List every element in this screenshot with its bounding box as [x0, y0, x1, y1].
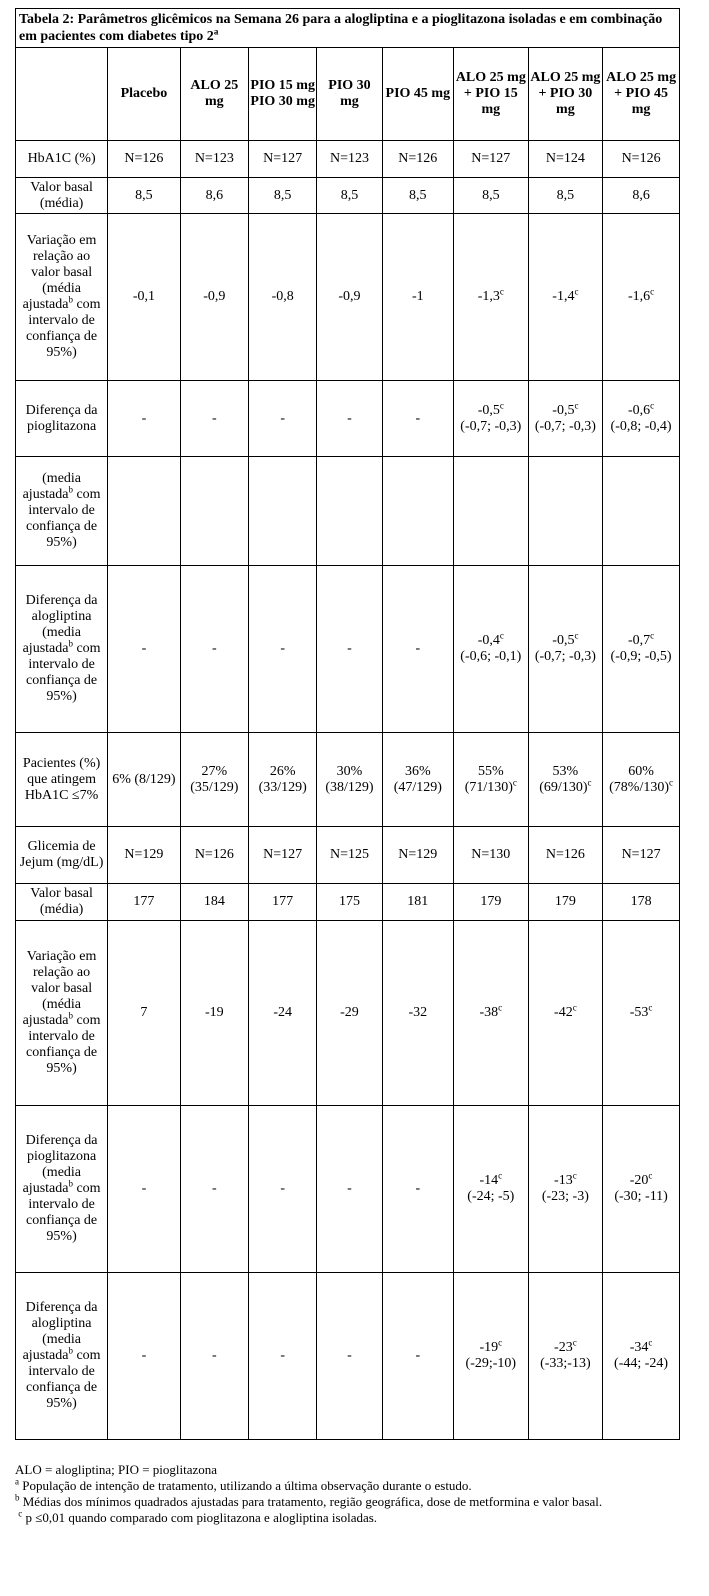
table-cell: 177: [249, 884, 317, 921]
table-cell: 55% $(71/130)^c$: [454, 733, 529, 827]
table-cell: -: [249, 566, 317, 733]
table-cell: -: [180, 1106, 248, 1273]
table-cell: -29: [317, 921, 382, 1106]
table-cell: -: [108, 1106, 180, 1273]
table-caption-text: Tabela 2: Parâmetros glicêmicos na Semana 26 para a alogliptina e a pioglitazona isoladas e em combinação em pacientes com diabetes tipo 2: [19, 12, 663, 44]
table-cell: -0,9: [317, 214, 382, 381]
row-label: Valor basal (média): [16, 178, 108, 214]
table-cell: -0,5$^c$ (-0,7; -0,3): [454, 381, 529, 457]
row-label: Valor basal (média): [16, 884, 108, 921]
table-cell: -23$^c$ (-33;-13): [528, 1273, 603, 1440]
table-cell: N=127: [454, 141, 529, 178]
table-cell: -0,4$^c$ (-0,6; -0,1): [454, 566, 529, 733]
row-label: Glicemia de Jejum (mg/dL): [16, 827, 108, 884]
table-cell: -: [249, 1273, 317, 1440]
table-cell: -34$^c$ (-44; -24): [603, 1273, 680, 1440]
footnote-a: $^a$ População de intenção de tratamento, utilizando a última observação durante o estudo.: [15, 1476, 472, 1493]
column-header: ALO 25 mg + PIO 45 mg: [603, 48, 680, 141]
row-label: Variação em relação ao valor basal (média ajustada$^b$ com intervalo de confiança de 95%): [16, 921, 108, 1106]
row-label: HbA1C (%): [16, 141, 108, 178]
table-cell: N=129: [382, 827, 453, 884]
table-cell: -13$^c$ (-23; -3): [528, 1106, 603, 1273]
table-cell: 177: [108, 884, 180, 921]
table-row: [16, 566, 680, 733]
table-cell: N=124: [528, 141, 603, 178]
table-cell: -: [180, 566, 248, 733]
table-cell: -19: [180, 921, 248, 1106]
table-cell: 60% $(78\%/130)^c$: [603, 733, 680, 827]
table-cell: 184: [180, 884, 248, 921]
table-cell: -0,5$^c$ (-0,7; -0,3): [528, 381, 603, 457]
table-cell: 8,5: [382, 178, 453, 214]
table-cell: -32: [382, 921, 453, 1106]
table-row: [16, 178, 680, 214]
table-cell: 26% (33/129): [249, 733, 317, 827]
row-label: Variação em relação ao valor basal (média ajustada$^b$ com intervalo de confiança de 95%): [16, 214, 108, 381]
table-cell: N=127: [249, 141, 317, 178]
table-cell: 175: [317, 884, 382, 921]
table-cell: N=130: [454, 827, 529, 884]
row-label: Diferença da alogliptina (media ajustada$^b$ com intervalo de confiança de 95%): [16, 566, 108, 733]
table-cell: -: [317, 381, 382, 457]
column-header: PIO 30 mg: [317, 48, 382, 141]
table-cell: 179: [528, 884, 603, 921]
table-row: [16, 141, 680, 178]
table-cell: 8,5: [317, 178, 382, 214]
table-cell: -0,7$^c$ (-0,9; -0,5): [603, 566, 680, 733]
table-cell: -38$^c$: [454, 921, 529, 1106]
table-cell: 27% (35/129): [180, 733, 248, 827]
column-header-row: [16, 48, 680, 141]
table-row: [16, 884, 680, 921]
table-footnotes: [15, 1462, 680, 1526]
table-cell: [603, 457, 680, 566]
table-cell: 178: [603, 884, 680, 921]
table-cell: [108, 457, 180, 566]
table-row: [16, 1273, 680, 1440]
table-cell: -: [108, 1273, 180, 1440]
footnote-abbrev: ALO = alogliptina; PIO = pioglitazona: [15, 1462, 218, 1477]
table-row: [16, 457, 680, 566]
table-cell: N=125: [317, 827, 382, 884]
table-cell: -: [108, 381, 180, 457]
table-cell: 8,5: [454, 178, 529, 214]
table-cell: -20$^c$ (-30; -11): [603, 1106, 680, 1273]
table-cell: -: [249, 381, 317, 457]
table-cell: N=126: [603, 141, 680, 178]
table-cell: N=123: [317, 141, 382, 178]
column-header: PIO 45 mg: [382, 48, 453, 141]
table-cell: 8,5: [528, 178, 603, 214]
table-cell: -: [180, 381, 248, 457]
table-cell: -1: [382, 214, 453, 381]
table-cell: -1,4$^c$: [528, 214, 603, 381]
row-label: Diferença da pioglitazona (media ajustada$^b$ com intervalo de confiança de 95%): [16, 1106, 108, 1273]
table-cell: N=126: [382, 141, 453, 178]
table-cell: 30% (38/129): [317, 733, 382, 827]
table-cell: -24: [249, 921, 317, 1106]
column-header: PIO 15 mg PIO 30 mg: [249, 48, 317, 141]
header-empty-cell: [16, 48, 108, 141]
table-row: [16, 381, 680, 457]
table-row: [16, 214, 680, 381]
table-cell: 7: [108, 921, 180, 1106]
table-cell: 6% (8/129): [108, 733, 180, 827]
table-cell: N=129: [108, 827, 180, 884]
table-row: [16, 1106, 680, 1273]
table-cell: -: [382, 381, 453, 457]
table-cell: 8,5: [108, 178, 180, 214]
table-cell: N=127: [603, 827, 680, 884]
footnote-b: $^b$ Médias dos mínimos quadrados ajustadas para tratamento, região geográfica, dose de metformina e valor basal.: [15, 1492, 603, 1509]
table-cell: -0,6$^c$ (-0,8; -0,4): [603, 381, 680, 457]
footnote-c: $^c$ p ≤0,01 quando comparado com pioglitazona e alogliptina isoladas.: [18, 1508, 378, 1525]
table-cell: -1,3$^c$: [454, 214, 529, 381]
table-cell: -: [249, 1106, 317, 1273]
table-cell: 8,5: [249, 178, 317, 214]
table-caption-row: [16, 9, 680, 48]
table-cell: -42$^c$: [528, 921, 603, 1106]
table-cell: -0,8: [249, 214, 317, 381]
table-row: [16, 733, 680, 827]
table-cell: [454, 457, 529, 566]
table-cell: -: [108, 566, 180, 733]
table-cell: 53% $(69/130)^c$: [528, 733, 603, 827]
glycemic-parameters-table: [15, 8, 680, 1440]
table-cell: [249, 457, 317, 566]
table-cell: [180, 457, 248, 566]
table-cell: -: [317, 1273, 382, 1440]
table-cell: N=126: [528, 827, 603, 884]
table-cell: -19$^c$ (-29;-10): [454, 1273, 529, 1440]
row-label: Diferença da alogliptina (media ajustada$^b$ com intervalo de confiança de 95%): [16, 1273, 108, 1440]
table-cell: -53$^c$: [603, 921, 680, 1106]
table-cell: -0,1: [108, 214, 180, 381]
table-row: [16, 921, 680, 1106]
table-cell: [317, 457, 382, 566]
table-cell: -0,9: [180, 214, 248, 381]
table-cell: -: [382, 566, 453, 733]
table-cell: -: [317, 1106, 382, 1273]
table-cell: N=126: [108, 141, 180, 178]
table-cell: N=126: [180, 827, 248, 884]
row-label: (media ajustada$^b$ com intervalo de confiança de 95%): [16, 457, 108, 566]
table-cell: [528, 457, 603, 566]
table-cell: 8,6: [603, 178, 680, 214]
column-header: ALO 25 mg + PIO 15 mg: [454, 48, 529, 141]
table-row: [16, 827, 680, 884]
table-caption: [16, 9, 680, 48]
table-cell: -: [180, 1273, 248, 1440]
table-cell: N=123: [180, 141, 248, 178]
row-label: Pacientes (%) que atingem HbA1C ≤7%: [16, 733, 108, 827]
table-cell: -14$^c$ (-24; -5): [454, 1106, 529, 1273]
table-cell: -: [382, 1273, 453, 1440]
table-cell: -: [317, 566, 382, 733]
table-cell: -: [382, 1106, 453, 1273]
table-cell: 181: [382, 884, 453, 921]
column-header: Placebo: [108, 48, 180, 141]
table-cell: 179: [454, 884, 529, 921]
table-cell: 36% (47/129): [382, 733, 453, 827]
column-header: ALO 25 mg: [180, 48, 248, 141]
column-header: ALO 25 mg + PIO 30 mg: [528, 48, 603, 141]
caption-footnote-mark: a: [213, 26, 219, 37]
table-cell: -0,5$^c$ (-0,7; -0,3): [528, 566, 603, 733]
table-cell: [382, 457, 453, 566]
table-cell: 8,6: [180, 178, 248, 214]
row-label: Diferença da pioglitazona: [16, 381, 108, 457]
table-cell: -1,6$^c$: [603, 214, 680, 381]
table-cell: N=127: [249, 827, 317, 884]
